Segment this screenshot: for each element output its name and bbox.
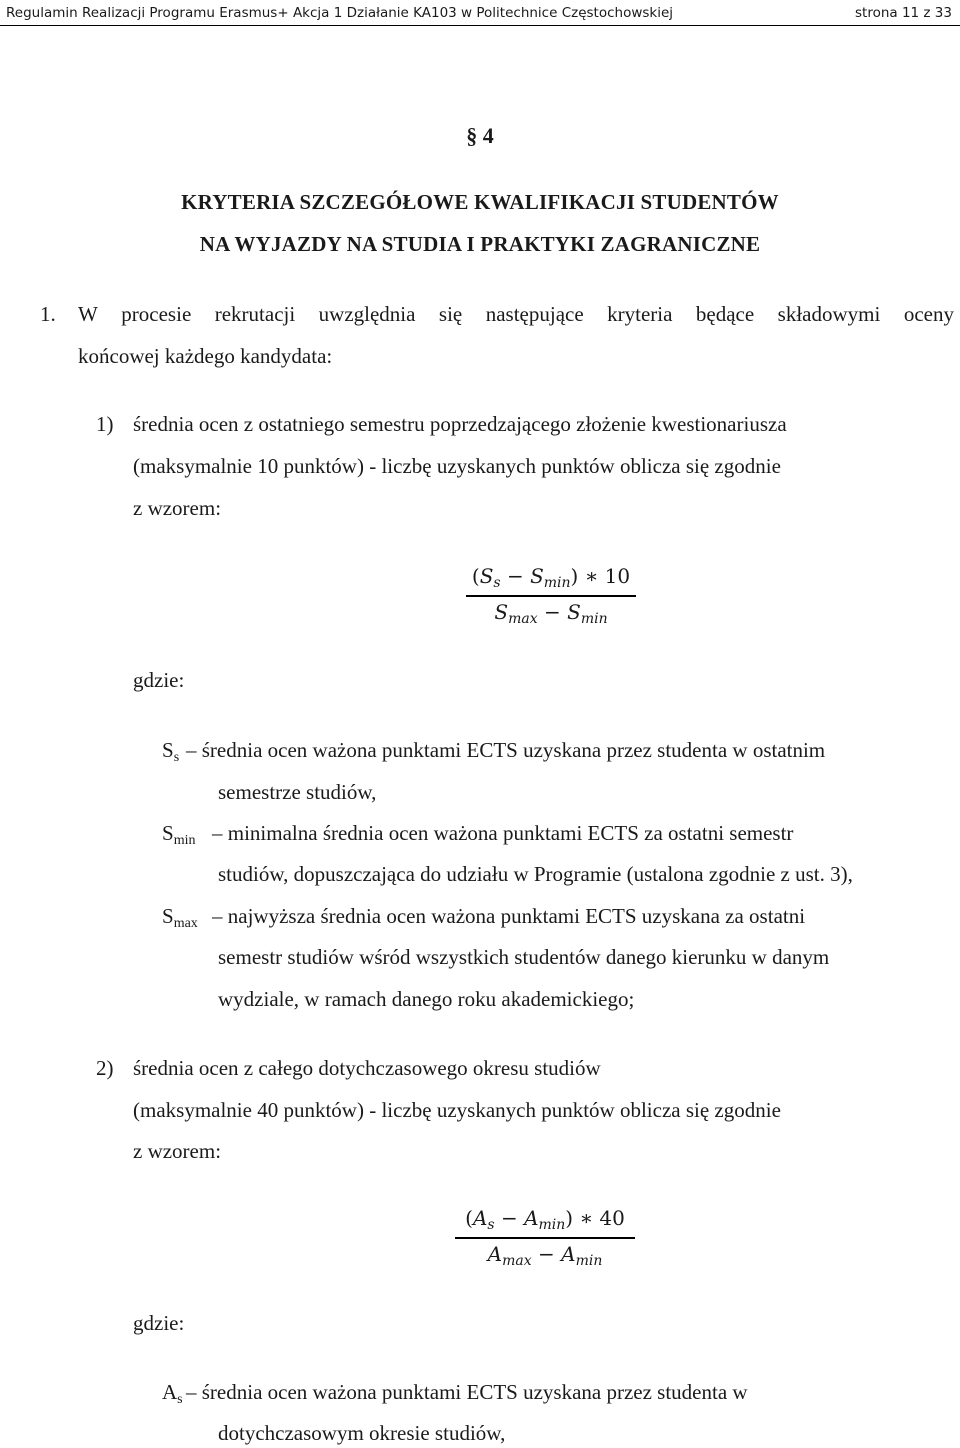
item-1-number: 1): [96, 412, 114, 436]
word: kryteria: [607, 302, 673, 326]
def-a-s-line-1: – średnia ocen ważona punktami ECTS uzyskana przez studenta w: [186, 1380, 748, 1404]
item-2-line-3: z wzorem:: [133, 1139, 222, 1163]
def-symbol-s-s: $S_s$: [162, 738, 180, 765]
page-header: [0, 0, 960, 30]
document-title: Regulamin Realizacji Programu Erasmus+ Akcja 1 Działanie KA103 w Politechnice Częstochowskiej: [6, 5, 674, 21]
def-s-max-line-3: wydziale, w ramach danego roku akademickiego;: [218, 987, 635, 1011]
def-symbol-a-s: $A_s$: [162, 1380, 183, 1407]
heading-line-1: KRYTERIA SZCZEGÓŁOWE KWALIFIKACJI STUDENTÓW: [181, 190, 779, 214]
formula-1-denominator: $S_{max} - S_{min}$: [494, 599, 608, 627]
item-1-line-3: z wzorem:: [133, 496, 222, 520]
word: W: [78, 302, 98, 326]
word: procesie: [121, 302, 192, 326]
word: oceny: [903, 302, 954, 326]
formula-1: [466, 564, 636, 627]
word: składowymi: [777, 302, 881, 326]
def-s-min-line-2: studiów, dopuszczająca do udziału w Programie (ustalona zgodnie z ust. 3),: [218, 862, 853, 886]
word: uwzględnia: [318, 302, 416, 326]
formula-2-fraction-bar: [455, 1237, 635, 1239]
formula-2-numerator: $(A_s - A_{min})$ ∗ 40: [465, 1206, 625, 1233]
item-2-number: 2): [96, 1056, 114, 1080]
word: się: [438, 302, 463, 326]
formula-1-fraction-bar: [466, 595, 636, 597]
point-number: 1.: [40, 302, 56, 326]
section-mark: § 4: [466, 123, 494, 148]
formula-2: [455, 1206, 635, 1269]
word: będące: [695, 302, 755, 326]
def-a-s-line-2: dotychczasowym okresie studiów,: [218, 1421, 506, 1445]
word: następujące: [485, 302, 584, 326]
item-1-line-2: (maksymalnie 10 punktów) - liczbę uzyskanych punktów oblicza się zgodnie: [133, 454, 781, 478]
def-s-max-line-1: – najwyższa średnia ocen ważona punktami ECTS uzyskana za ostatni: [212, 904, 806, 928]
formula-2-denominator: $A_{max} - A_{min}$: [487, 1241, 603, 1269]
def-symbol-s-max: $S_{max}$: [162, 904, 198, 931]
def-s-min-line-1: – minimalna średnia ocen ważona punktami ECTS za ostatni semestr: [212, 821, 794, 845]
word: rekrutacji: [214, 302, 296, 326]
item-2-line-2: (maksymalnie 40 punktów) - liczbę uzyskanych punktów oblicza się zgodnie: [133, 1098, 781, 1122]
heading-line-2: NA WYJAZDY NA STUDIA I PRAKTYKI ZAGRANICZNE: [199, 232, 761, 256]
point-text-line-1: [78, 304, 954, 325]
page-number: strona 11 z 33: [855, 5, 952, 21]
def-s-s-line-2: semestrze studiów,: [218, 780, 377, 804]
def-s-max-line-2: semestr studiów wśród wszystkich studentów danego kierunku w danym: [218, 945, 830, 969]
def-symbol-s-min: $S_{min}$: [162, 821, 196, 848]
point-text-line-2: końcowej każdego kandydata:: [78, 344, 333, 368]
header-divider: [0, 25, 960, 26]
formula-1-numerator: $(S_s - S_{min})$ ∗ 10: [471, 564, 631, 591]
def-s-s-line-1: – średnia ocen ważona punktami ECTS uzyskana przez studenta w ostatnim: [186, 738, 826, 762]
item-1-line-1: średnia ocen z ostatniego semestru poprzedzającego złożenie kwestionariusza: [133, 412, 787, 436]
item-1-where: gdzie:: [133, 668, 185, 692]
item-2-line-1: średnia ocen z całego dotychczasowego okresu studiów: [133, 1056, 601, 1080]
item-2-where: gdzie:: [133, 1311, 185, 1335]
